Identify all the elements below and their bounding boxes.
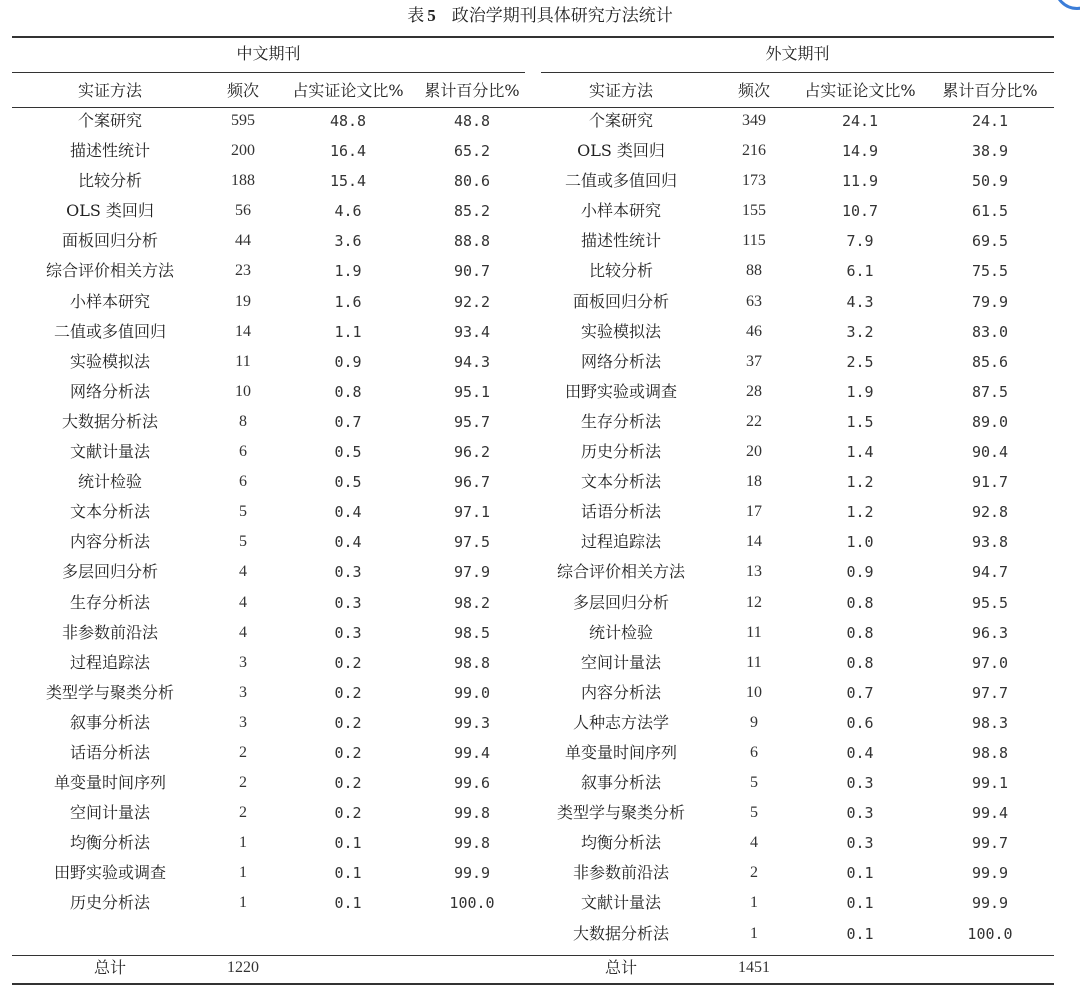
cell-cumulative-left: 100.0 <box>449 894 495 913</box>
table-row <box>0 738 1080 768</box>
column-header-share-right: 占实证论文比% <box>804 81 916 100</box>
cell-frequency-right: 349 <box>742 112 766 129</box>
cell-frequency-left: 6 <box>239 473 247 491</box>
cell-cumulative-left: 95.7 <box>453 412 491 431</box>
cell-frequency-right: 37 <box>746 352 762 370</box>
cell-method-right: 叙事分析法 <box>580 773 661 793</box>
cell-cumulative-right: 90.4 <box>971 443 1009 462</box>
cell-frequency-left: 6 <box>239 443 247 461</box>
cell-method-right: 网络分析法 <box>580 351 661 371</box>
cell-cumulative-left <box>416 919 528 949</box>
cell-frequency-right: 13 <box>746 563 762 581</box>
cell-cumulative-right: 92.8 <box>971 503 1009 522</box>
cell-frequency-right: 1 <box>750 924 758 942</box>
cell-frequency-left: 3 <box>239 713 247 731</box>
cell-frequency-left: 4 <box>239 563 247 581</box>
cell-frequency-right: 14 <box>746 533 762 551</box>
column-header-frequency-right: 频次 <box>737 81 770 100</box>
table-row <box>0 497 1080 527</box>
cell-cumulative-right: 99.4 <box>971 804 1009 823</box>
column-header-frequency-left: 频次 <box>226 81 259 100</box>
table-row <box>0 256 1080 286</box>
data-table <box>0 76 1080 949</box>
cell-share-left: 0.2 <box>334 804 362 823</box>
cell-method-right: 文本分析法 <box>580 472 661 492</box>
cell-cumulative-right: 99.9 <box>971 864 1009 883</box>
top-rule <box>12 36 1054 38</box>
column-header-row <box>0 76 1080 106</box>
cell-method-right: 个案研究 <box>588 111 653 130</box>
cell-share-right: 10.7 <box>841 202 879 221</box>
cell-method-right: 综合评价相关方法 <box>556 562 685 582</box>
cell-frequency-right: 18 <box>746 473 762 491</box>
table-row <box>0 828 1080 858</box>
table-row <box>0 557 1080 587</box>
cell-cumulative-left: 99.4 <box>453 743 491 762</box>
cell-share-left: 0.4 <box>334 503 362 522</box>
column-header-cumulative-left: 累计百分比% <box>424 81 520 100</box>
table-row <box>0 768 1080 798</box>
cell-cumulative-left: 97.1 <box>453 503 491 522</box>
cell-cumulative-left: 88.8 <box>453 232 491 251</box>
cell-method-right: 二值或多值回归 <box>564 171 677 191</box>
cell-cumulative-right: 99.7 <box>971 834 1009 853</box>
cell-method-right: 空间计量法 <box>580 652 661 672</box>
cell-share-left: 1.9 <box>334 262 362 281</box>
cell-method-left: 文献计量法 <box>69 442 150 462</box>
cell-share-right: 2.5 <box>846 352 874 371</box>
table-row <box>0 648 1080 678</box>
cell-share-left: 0.2 <box>334 653 362 672</box>
cell-cumulative-left: 96.7 <box>453 473 491 492</box>
cell-share-right: 1.4 <box>846 443 874 462</box>
cell-method-right: 历史分析法 <box>580 442 661 462</box>
cell-cumulative-left: 99.8 <box>453 804 491 823</box>
cell-cumulative-left: 98.2 <box>453 593 491 612</box>
cell-cumulative-left: 97.5 <box>453 533 491 552</box>
cell-cumulative-left: 99.6 <box>453 774 491 793</box>
table-caption <box>0 2 1080 30</box>
cell-method-left: 描述性统计 <box>69 141 150 161</box>
cell-frequency-left: 188 <box>231 172 255 190</box>
cell-frequency-right: 115 <box>742 232 766 250</box>
cell-method-right: 类型学与聚类分析 <box>556 803 685 823</box>
cell-frequency-right: 63 <box>746 292 762 310</box>
cell-share-right: 1.9 <box>846 382 874 401</box>
table-row <box>0 588 1080 618</box>
cell-cumulative-left: 90.7 <box>453 262 491 281</box>
cell-method-right: 大数据分析法 <box>572 923 669 943</box>
cell-share-right: 0.1 <box>846 924 874 943</box>
cell-share-right: 0.4 <box>846 743 874 762</box>
cell-cumulative-right: 94.7 <box>971 563 1009 582</box>
cell-method-left: 单变量时间序列 <box>53 773 166 793</box>
cell-frequency-right: 20 <box>746 443 762 461</box>
cell-share-right: 0.3 <box>846 834 874 853</box>
cell-frequency-left: 4 <box>239 623 247 641</box>
table-row <box>0 226 1080 256</box>
cell-method-left: 综合评价相关方法 <box>45 261 174 281</box>
cell-share-right: 1.2 <box>846 473 874 492</box>
cell-frequency-left: 56 <box>235 202 251 220</box>
table-row <box>0 437 1080 467</box>
cell-share-right: 0.8 <box>846 593 874 612</box>
table-row <box>0 377 1080 407</box>
table-row <box>0 196 1080 226</box>
cell-cumulative-right: 97.7 <box>971 683 1009 702</box>
cell-share-right: 11.9 <box>841 172 879 191</box>
cell-share-left: 0.5 <box>334 473 362 492</box>
cell-share-right: 0.3 <box>846 774 874 793</box>
cell-method-right: 描述性统计 <box>580 231 661 251</box>
cell-method-left: OLS 类回归 <box>66 201 154 221</box>
cell-method-right: 文献计量法 <box>580 893 661 913</box>
cell-cumulative-right: 75.5 <box>971 262 1009 281</box>
cell-cumulative-right: 99.1 <box>971 774 1009 793</box>
group-header-chinese: 中文期刊 <box>236 44 301 63</box>
cell-method-left: 叙事分析法 <box>69 712 150 732</box>
cell-cumulative-right: 79.9 <box>971 292 1009 311</box>
cell-method-left: 类型学与聚类分析 <box>45 682 174 702</box>
table-row <box>0 708 1080 738</box>
cell-frequency-left: 10 <box>235 382 251 400</box>
cell-method-right: 单变量时间序列 <box>564 742 677 762</box>
table-row <box>0 287 1080 317</box>
total-row <box>0 953 1080 983</box>
cell-method-left: 历史分析法 <box>69 893 150 913</box>
cell-method-left: 实验模拟法 <box>69 351 150 371</box>
cell-frequency-left: 14 <box>235 322 251 340</box>
cell-cumulative-left: 98.5 <box>453 623 491 642</box>
cell-frequency-right: 28 <box>746 382 762 400</box>
table-row <box>0 407 1080 437</box>
cell-method-left: 内容分析法 <box>69 532 150 552</box>
table-row <box>0 467 1080 497</box>
cell-method-left: 过程追踪法 <box>69 652 150 672</box>
cell-frequency-right: 11 <box>746 653 762 671</box>
cell-cumulative-left: 99.8 <box>453 834 491 853</box>
cell-cumulative-right: 83.0 <box>971 322 1009 341</box>
cell-cumulative-right: 24.1 <box>971 112 1009 130</box>
cell-frequency-right: 5 <box>750 804 758 822</box>
cell-share-left: 0.9 <box>334 352 362 371</box>
table-row <box>0 888 1080 918</box>
cell-frequency-left: 2 <box>239 804 247 822</box>
cell-cumulative-left: 99.0 <box>453 683 491 702</box>
cell-cumulative-left: 96.2 <box>453 443 491 462</box>
cell-frequency-right: 2 <box>750 864 758 882</box>
cell-method-left: 大数据分析法 <box>61 411 158 431</box>
cell-share-right: 1.2 <box>846 503 874 522</box>
cell-method-left: 二值或多值回归 <box>53 321 166 341</box>
cell-share-left: 15.4 <box>329 172 367 191</box>
cell-cumulative-right: 89.0 <box>971 412 1009 431</box>
group-rule-right <box>541 72 1054 73</box>
cell-cumulative-left: 95.1 <box>453 382 491 401</box>
cell-method-left: 空间计量法 <box>69 803 150 823</box>
cell-frequency-right: 9 <box>750 713 758 731</box>
cell-frequency-left: 44 <box>235 232 251 250</box>
cell-cumulative-right: 97.0 <box>971 653 1009 672</box>
group-rule-left <box>12 72 525 73</box>
cell-method-right: 实验模拟法 <box>580 321 661 341</box>
cell-cumulative-left: 93.4 <box>453 322 491 341</box>
cell-cumulative-left: 99.9 <box>453 864 491 883</box>
cell-share-left: 0.1 <box>334 834 362 853</box>
cell-share-left: 0.2 <box>334 743 362 762</box>
total-label-left: 总计 <box>93 958 126 977</box>
cell-frequency-right: 46 <box>746 322 762 340</box>
cell-share-right: 24.1 <box>841 112 879 130</box>
cell-share-right: 4.3 <box>846 292 874 311</box>
cell-frequency-left: 23 <box>235 262 251 280</box>
cell-method-left: 文本分析法 <box>69 502 150 522</box>
cell-method-left: 生存分析法 <box>69 592 150 612</box>
cell-frequency-left: 4 <box>239 593 247 611</box>
cell-frequency-right: 1 <box>750 894 758 912</box>
cell-frequency-right: 216 <box>742 142 766 160</box>
cell-cumulative-left: 65.2 <box>453 142 491 161</box>
cell-method-right: 内容分析法 <box>580 682 661 702</box>
cell-method-left: 统计检验 <box>77 472 142 492</box>
cell-method-left: 均衡分析法 <box>69 833 150 853</box>
bottom-rule <box>12 983 1054 985</box>
cell-cumulative-left: 92.2 <box>453 292 491 311</box>
cell-cumulative-left: 99.3 <box>453 713 491 732</box>
cell-method-right: 过程追踪法 <box>580 532 661 552</box>
cell-frequency-right: 6 <box>750 743 758 761</box>
cell-cumulative-right: 85.6 <box>971 352 1009 371</box>
total-count-left: 1220 <box>227 959 259 976</box>
cell-cumulative-right: 95.5 <box>971 593 1009 612</box>
table-body <box>0 106 1080 949</box>
table-row <box>0 166 1080 196</box>
cell-frequency-left: 200 <box>231 142 255 160</box>
cell-share-right: 1.5 <box>846 412 874 431</box>
cell-method-right: 面板回归分析 <box>572 291 669 311</box>
table-row <box>0 919 1080 949</box>
column-header-cumulative-right: 累计百分比% <box>942 81 1038 100</box>
cell-share-left: 0.1 <box>334 864 362 883</box>
caption-number: 5 <box>427 6 436 25</box>
cell-share-left: 0.2 <box>334 774 362 793</box>
table-row <box>0 106 1080 136</box>
cell-share-left: 16.4 <box>329 142 367 161</box>
table-row <box>0 858 1080 888</box>
cell-share-right: 14.9 <box>841 142 879 161</box>
cell-frequency-left: 2 <box>239 743 247 761</box>
caption-title: 政治学期刊具体研究方法统计 <box>451 6 673 26</box>
cell-share-left: 0.1 <box>334 894 362 913</box>
cell-frequency-right: 5 <box>750 774 758 792</box>
cell-frequency-right: 4 <box>750 834 758 852</box>
cell-share-right: 7.9 <box>846 232 874 251</box>
cell-frequency-left: 5 <box>239 503 247 521</box>
cell-frequency-left: 3 <box>239 683 247 701</box>
table-row <box>0 317 1080 347</box>
cell-frequency-right: 22 <box>746 412 762 430</box>
cell-frequency-right: 173 <box>742 172 766 190</box>
cell-method-right: 均衡分析法 <box>580 833 661 853</box>
group-header-foreign: 外文期刊 <box>765 44 830 63</box>
cell-method-right: 人种志方法学 <box>572 712 669 732</box>
cell-share-right: 0.3 <box>846 804 874 823</box>
cell-frequency-right: 88 <box>746 262 762 280</box>
cell-share-left <box>280 919 416 949</box>
cell-share-left: 0.2 <box>334 713 362 732</box>
cell-method-left: 个案研究 <box>77 111 142 130</box>
cell-method-left: 比较分析 <box>77 171 142 191</box>
cell-share-left: 1.6 <box>334 292 362 311</box>
cell-method-right: 田野实验或调查 <box>564 381 677 401</box>
cell-frequency-left: 8 <box>239 412 247 430</box>
cell-share-right: 0.1 <box>846 894 874 913</box>
column-header-method-right: 实证方法 <box>588 81 653 100</box>
cell-cumulative-left: 48.8 <box>453 112 491 130</box>
cell-frequency-left: 1 <box>239 894 247 912</box>
cell-share-left: 0.2 <box>334 683 362 702</box>
cell-cumulative-right: 96.3 <box>971 623 1009 642</box>
cell-share-left: 4.6 <box>334 202 362 221</box>
cell-share-left: 0.4 <box>334 533 362 552</box>
cell-share-left: 0.8 <box>334 382 362 401</box>
total-count-right: 1451 <box>738 959 770 976</box>
cell-frequency-left: 1 <box>239 864 247 882</box>
cell-frequency-right: 17 <box>746 503 762 521</box>
cell-method-left: 网络分析法 <box>69 381 150 401</box>
cell-cumulative-right: 61.5 <box>971 202 1009 221</box>
cell-cumulative-right: 87.5 <box>971 382 1009 401</box>
cell-cumulative-right: 38.9 <box>971 142 1009 161</box>
cell-frequency-left: 1 <box>239 834 247 852</box>
cell-frequency-left: 11 <box>235 352 251 370</box>
cell-method-left: 面板回归分析 <box>61 231 158 251</box>
cell-cumulative-left: 94.3 <box>453 352 491 371</box>
cell-method-right: 统计检验 <box>588 622 653 642</box>
cell-frequency-left: 595 <box>231 112 255 129</box>
cell-method-right: 小样本研究 <box>580 201 661 221</box>
cell-share-left: 0.5 <box>334 443 362 462</box>
cell-share-left: 48.8 <box>329 112 367 130</box>
cell-cumulative-left: 85.2 <box>453 202 491 221</box>
cell-share-right: 3.2 <box>846 322 874 341</box>
cell-cumulative-right: 93.8 <box>971 533 1009 552</box>
cell-share-right: 0.8 <box>846 623 874 642</box>
table-row <box>0 136 1080 166</box>
cell-cumulative-right: 98.8 <box>971 743 1009 762</box>
cell-share-left: 1.1 <box>334 322 362 341</box>
cell-cumulative-left: 80.6 <box>453 172 491 191</box>
table-row <box>0 347 1080 377</box>
cell-method-left <box>12 919 208 949</box>
cell-share-left: 0.3 <box>334 593 362 612</box>
column-header-method-left: 实证方法 <box>77 81 142 100</box>
cell-method-left: 小样本研究 <box>69 291 150 311</box>
cell-share-right: 0.8 <box>846 653 874 672</box>
cell-method-right: 话语分析法 <box>580 502 661 522</box>
cell-cumulative-right: 100.0 <box>967 924 1013 943</box>
cell-frequency-right: 11 <box>746 623 762 641</box>
cell-cumulative-left: 98.8 <box>453 653 491 672</box>
cell-frequency-left: 2 <box>239 774 247 792</box>
cell-method-left: 多层回归分析 <box>61 562 158 582</box>
cell-frequency-left: 5 <box>239 533 247 551</box>
cell-frequency-right: 10 <box>746 683 762 701</box>
cell-cumulative-right: 91.7 <box>971 473 1009 492</box>
cell-share-left: 0.7 <box>334 412 362 431</box>
cell-cumulative-left: 97.9 <box>453 563 491 582</box>
cell-method-right: 多层回归分析 <box>572 592 669 612</box>
cell-frequency-right: 155 <box>742 202 766 220</box>
cell-share-left: 0.3 <box>334 563 362 582</box>
cell-cumulative-right: 69.5 <box>971 232 1009 251</box>
cell-frequency-left: 3 <box>239 653 247 671</box>
cell-share-right: 1.0 <box>846 533 874 552</box>
cell-share-right: 6.1 <box>846 262 874 281</box>
caption-label: 表 <box>407 6 425 26</box>
cell-frequency-left: 19 <box>235 292 251 310</box>
cell-method-left: 话语分析法 <box>69 742 150 762</box>
cell-method-right: 比较分析 <box>588 261 653 281</box>
cell-share-right: 0.6 <box>846 713 874 732</box>
cell-method-right: 非参数前沿法 <box>572 863 669 883</box>
cell-method-left: 田野实验或调查 <box>53 863 166 883</box>
table-row <box>0 678 1080 708</box>
cell-cumulative-right: 99.9 <box>971 894 1009 913</box>
table-row <box>0 618 1080 648</box>
cell-share-left: 3.6 <box>334 232 362 251</box>
column-header-share-left: 占实证论文比% <box>292 81 404 100</box>
cell-method-right: OLS 类回归 <box>577 141 665 161</box>
cell-share-right: 0.7 <box>846 683 874 702</box>
cell-cumulative-right: 98.3 <box>971 713 1009 732</box>
table-row <box>0 527 1080 557</box>
cell-share-left: 0.3 <box>334 623 362 642</box>
cell-method-right: 生存分析法 <box>580 411 661 431</box>
table-row <box>0 798 1080 828</box>
cell-cumulative-right: 50.9 <box>971 172 1009 191</box>
total-label-right: 总计 <box>604 958 637 977</box>
cell-frequency-left <box>208 919 278 949</box>
cell-method-left: 非参数前沿法 <box>61 622 158 642</box>
cell-share-right: 0.9 <box>846 563 874 582</box>
cell-share-right: 0.1 <box>846 864 874 883</box>
cell-frequency-right: 12 <box>746 593 762 611</box>
